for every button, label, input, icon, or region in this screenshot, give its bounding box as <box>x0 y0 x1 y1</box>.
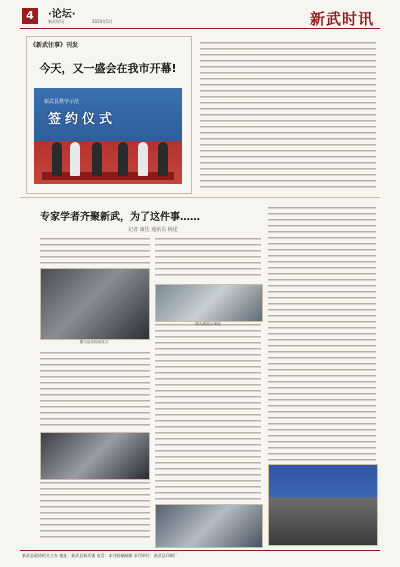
article-2-body-text <box>40 480 150 542</box>
photo-caption: 图为活动现场发言 <box>79 340 109 344</box>
signing-ceremony-photo <box>34 88 182 184</box>
speaker-photo <box>40 432 150 480</box>
paper-name: 新武时讯 <box>48 19 64 24</box>
header-rule <box>20 28 380 29</box>
article-1-tag: 《新武往事》刊发 <box>30 42 79 49</box>
visit-photo <box>155 504 263 548</box>
section-label: ·论坛· <box>48 9 76 20</box>
article-1-body-text <box>200 40 376 192</box>
article-2-body-text <box>40 236 150 266</box>
person-figure <box>52 142 62 176</box>
person-figure <box>70 142 80 176</box>
footer-info: 新武县政协机关主办 地址：新武县新武镇 电话：本刊投稿邮箱 承印单位：新武县印刷厂 <box>22 553 178 558</box>
issue-date: 2020年5月 <box>92 19 113 24</box>
speaker-photo <box>40 268 150 340</box>
article-2-body-text <box>155 236 261 280</box>
banner-subtitle: 新武县教学示范 <box>44 99 80 105</box>
footer-rule <box>20 550 380 551</box>
photo-caption: 图为展览会现场 <box>195 322 221 326</box>
article-2-body-text <box>40 350 150 430</box>
person-figure <box>158 142 168 176</box>
article-1-title: 今天，又一盛会在我市开幕! <box>39 62 177 75</box>
masthead-logo: 新武时讯 <box>309 10 374 28</box>
section-divider <box>20 197 380 198</box>
group-photo <box>268 464 378 546</box>
article-2-byline: 记者 康达 通讯员 杨述 <box>128 227 178 233</box>
article-2-title: 专家学者齐聚新武，为了这件事…… <box>40 212 200 223</box>
banner-text: 签约仪式 <box>48 112 117 127</box>
article-2-body-text <box>155 322 261 502</box>
person-figure <box>138 142 148 176</box>
exhibition-photo <box>155 284 263 322</box>
person-figure <box>118 142 128 176</box>
page-number: 4 <box>22 8 38 24</box>
person-figure <box>92 142 102 176</box>
